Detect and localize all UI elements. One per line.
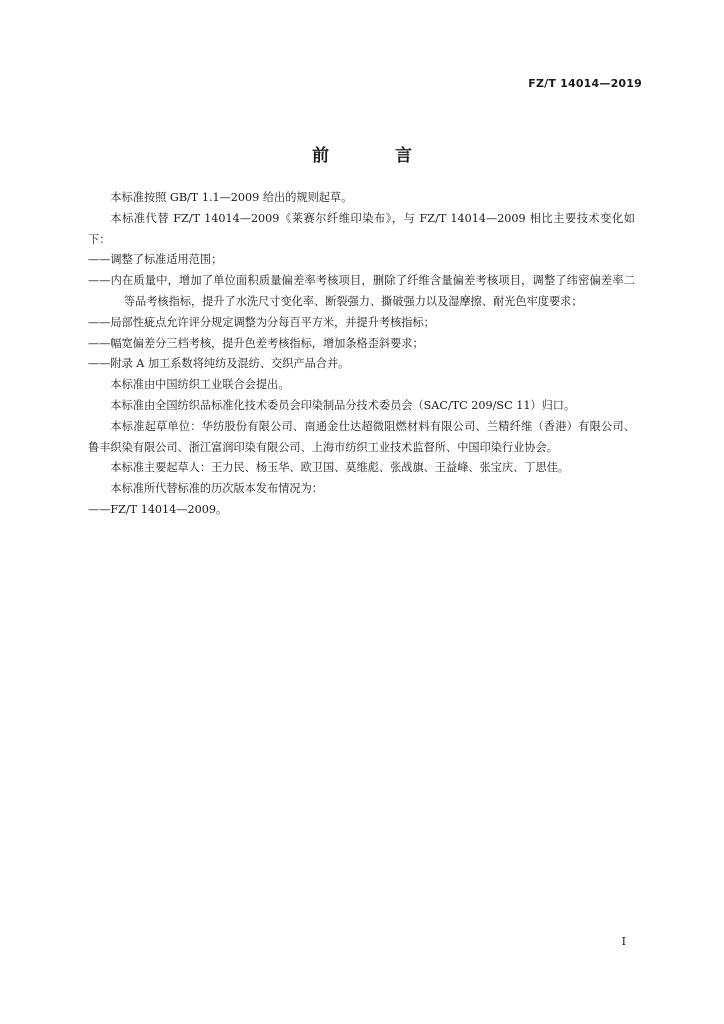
paragraph-centralized-by: 本标准由全国纺织品标准化技术委员会印染制品分技术委员会（SAC/TC 209/SC 11）归口。 [110,398,576,412]
change-item: ——附录 A 加工系数将纯纺及混纺、交织产品合并。 [88,357,350,371]
paragraph-replaces: 本标准代替 FZ/T 14014—2009《莱赛尔纤维印染布》，与 FZ/T 14014—2009 相比主要技术变化如下： [88,211,635,246]
change-item: ——局部性疵点允许评分规定调整为分每百平方米，并提升考核指标； [88,315,435,329]
paragraph-drafting-units: 本标准起草单位：华纺股份有限公司、南通金仕达超微阻燃材料有限公司、兰精纤维（香港）有限公司、鲁丰织染有限公司、浙江富润印染有限公司、上海市纺织工业技术监督所、中国印染行业协会。 [88,419,635,454]
change-item: ——内在质量中，增加了单位面积质量偏差率考核项目，删除了纤维含量偏差考核项目，调整了纬密偏差率二等品考核指标，提升了水洗尺寸变化率、断裂强力、撕破强力以及湿摩擦、耐光色牢度要求； [88,274,635,308]
change-item: ——幅宽偏差分三档考核，提升色差考核指标，增加条格歪斜要求； [88,336,424,350]
change-item: ——调整了标准适用范围； [88,253,223,267]
paragraph-history-intro: 本标准所代替标准的历次版本发布情况为： [110,482,323,496]
foreword-body [88,188,635,521]
paragraph-drafters: 本标准主要起草人：王力民、杨玉华、欧卫国、莫维彪、张战旗、王益峰、张宝庆、丁思佳。 [110,461,570,475]
page-number: I [621,935,626,948]
history-item: ——FZ/T 14014—2009。 [88,502,228,516]
standard-code: FZ/T 14014—2019 [528,77,642,90]
paragraph-drafting-rules: 本标准按照 GB/T 1.1—2009 给出的规则起草。 [110,191,353,204]
paragraph-proposed-by: 本标准由中国纺织工业联合会提出。 [110,378,290,392]
page-title: 前 言 [312,146,442,166]
